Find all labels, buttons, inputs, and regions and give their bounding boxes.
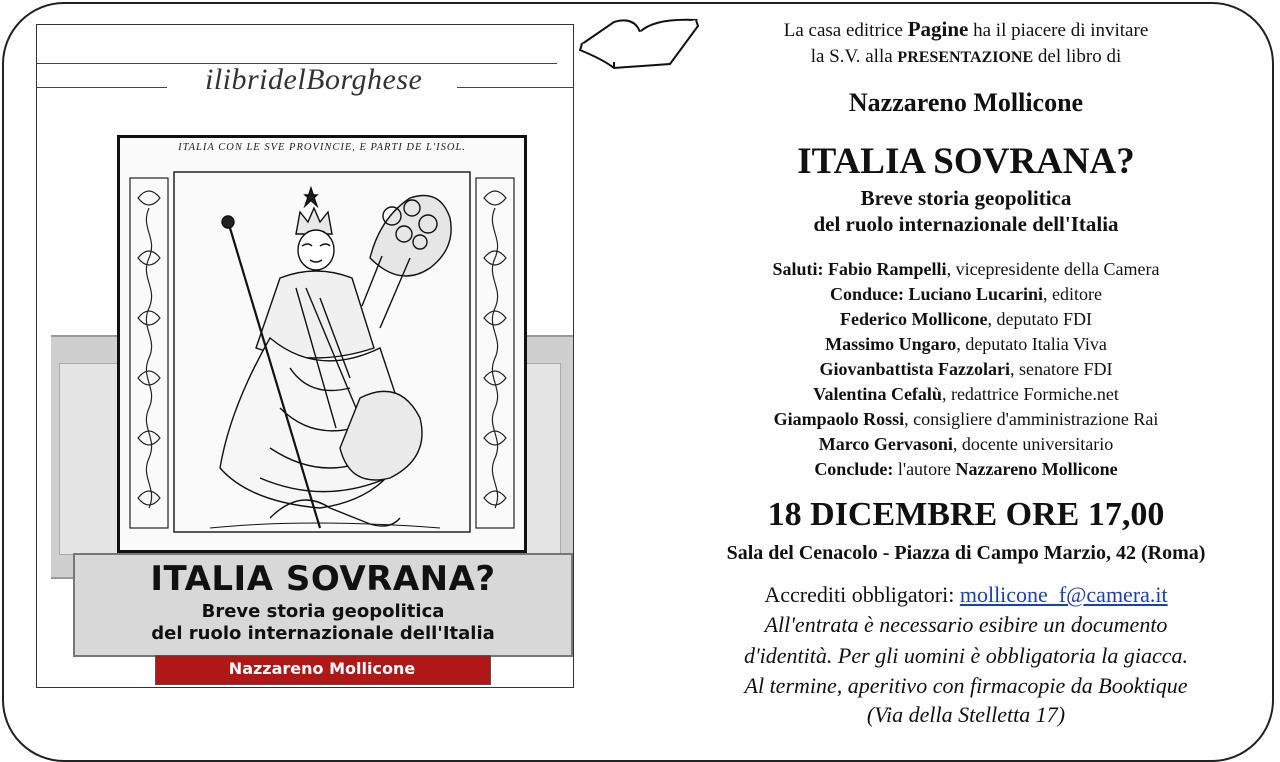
book-cover-panel <box>0 0 590 720</box>
speaker-name: Luciano Lucarini <box>908 284 1044 304</box>
speaker-line-4 <box>650 359 1280 380</box>
invitation-line2 <box>650 46 1280 68</box>
speaker-role: , redattrice Formiche.net <box>941 384 1119 404</box>
speaker-name: Valentina Cefalù <box>813 384 942 404</box>
cover-rule-right <box>457 87 574 88</box>
speaker-line-0 <box>650 259 1280 280</box>
cover-subtitle-line2: del ruolo internazionale dell'Italia <box>151 623 495 644</box>
speaker-name: Giovanbattista Fazzolari <box>819 359 1010 379</box>
invitation-line1-post: ha il piacere di invitare <box>968 20 1149 41</box>
speaker-line-6 <box>650 409 1280 430</box>
speaker-role: , vicepresidente della Camera <box>946 259 1160 279</box>
presentazione-label: PRESENTAZIONE <box>897 49 1034 66</box>
speaker-line-8 <box>650 459 1280 480</box>
speaker-role: , consigliere d'amministrazione Rai <box>904 409 1159 429</box>
event-venue: Sala del Cenacolo - Piazza di Campo Marzio, 42 (Roma) <box>726 542 1206 564</box>
book-author: Nazzareno Mollicone <box>848 88 1084 117</box>
speaker-role: , deputato FDI <box>987 309 1092 329</box>
engraving-caption: ITALIA CON LE SVE PROVINCIE, E PARTI DE L'ISOL. <box>178 142 466 153</box>
invitation-line1 <box>650 17 1280 42</box>
event-note-3: Al termine, aperitivo con firmacopie da Booktique <box>744 673 1188 698</box>
invitation-line2-post: del libro di <box>1033 46 1122 67</box>
speaker-name: Nazzareno Mollicone <box>955 459 1118 479</box>
cover-title: ITALIA SOVRANA? <box>150 559 496 599</box>
speaker-line-7 <box>650 434 1280 455</box>
speaker-name: Fabio Rampelli <box>828 259 947 279</box>
cover-rule-left <box>37 87 167 88</box>
cover-subtitle-line1: Breve storia geopolitica <box>201 601 445 622</box>
book-subtitle-line2: del ruolo internazionale dell'Italia <box>813 212 1119 236</box>
engraving-illustration <box>117 135 527 553</box>
speaker-name: Marco Gervasoni <box>818 434 953 454</box>
speaker-prefix: Conclude: <box>814 459 898 479</box>
invitation-line1-pre: La casa editrice <box>783 20 908 41</box>
engraving-artwork <box>120 138 524 550</box>
speaker-role: , docente universitario <box>952 434 1114 454</box>
book-subtitle-line1: Breve storia geopolitica <box>860 186 1072 210</box>
event-note-4: (Via della Stelletta 17) <box>866 702 1066 727</box>
event-note-1: All'entrata è necessario esibire un documento <box>764 612 1168 637</box>
email-link[interactable]: mollicone_f@camera.it <box>959 582 1168 607</box>
speaker-line-1 <box>650 284 1280 305</box>
book-cover <box>36 24 574 688</box>
invitation-line2-pre: la S.V. alla <box>810 46 898 67</box>
series-title: ilibridelBorghese <box>205 63 423 96</box>
speaker-role: l'autore <box>897 459 956 479</box>
event-note-2: d'identità. Per gli uomini è obbligatoria la giacca. <box>743 643 1189 668</box>
cover-author: Nazzareno Mollicone <box>228 659 416 678</box>
event-datetime: 18 DICEMBRE ORE 17,00 <box>767 496 1165 533</box>
speaker-role: , deputato Italia Viva <box>956 334 1107 354</box>
speaker-role: , editore <box>1043 284 1103 304</box>
publisher-name: Pagine <box>907 17 969 41</box>
speaker-line-2 <box>650 309 1280 330</box>
accrediti-label: Accrediti obbligatori: <box>764 582 960 607</box>
speaker-name: Federico Mollicone <box>840 309 988 329</box>
speaker-prefix: Conduce: <box>829 284 909 304</box>
speaker-name: Giampaolo Rossi <box>773 409 905 429</box>
speaker-name: Massimo Ungaro <box>825 334 957 354</box>
book-title: ITALIA SOVRANA? <box>797 141 1135 182</box>
speaker-line-3 <box>650 334 1280 355</box>
speaker-prefix: Saluti: <box>772 259 829 279</box>
speaker-line-5 <box>650 384 1280 405</box>
accrediti-line <box>650 582 1280 608</box>
speaker-role: , senatore FDI <box>1010 359 1113 379</box>
